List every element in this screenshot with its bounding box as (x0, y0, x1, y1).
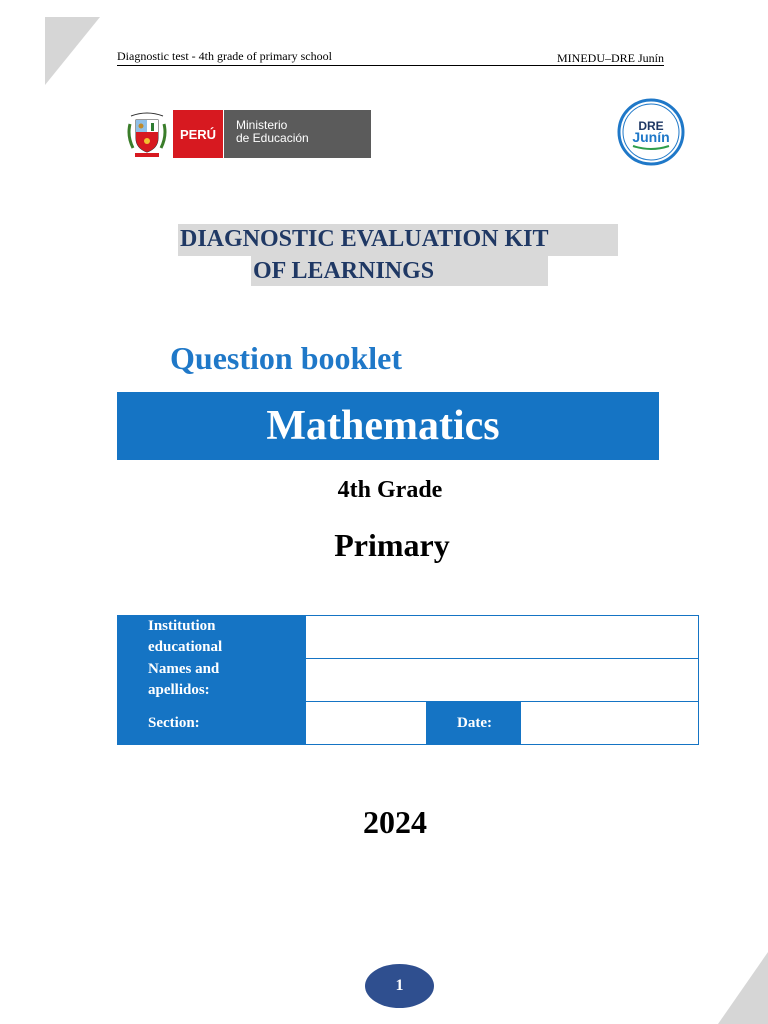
institution-label (118, 616, 306, 659)
date-label: Date: (427, 702, 521, 745)
dre-junin-logo (617, 98, 685, 166)
kit-title (178, 224, 618, 286)
institution-label-line-2: educational (148, 639, 223, 655)
kit-title-line-1: DIAGNOSTIC EVALUATION KIT (178, 224, 618, 256)
level-label: Primary (334, 527, 450, 563)
student-info-form (117, 615, 699, 745)
date-field[interactable] (521, 702, 699, 745)
grade-label: 4th Grade (337, 477, 443, 503)
section-label: Section: (118, 702, 306, 745)
names-label-line-2: apellidos: (148, 682, 210, 698)
peru-coat-of-arms-icon (127, 110, 167, 158)
institution-field[interactable] (306, 616, 699, 659)
dre-logo-top-text: DRE (638, 119, 664, 133)
peru-brand-block: PERÚ (173, 110, 223, 158)
page-number-badge (365, 964, 434, 1008)
booklet-label: Question booklet (170, 340, 403, 376)
ministry-line-2: de Educación (236, 131, 309, 145)
ministry-brand-block (223, 110, 371, 158)
subject-banner (117, 392, 659, 460)
form-row-institution (118, 616, 699, 659)
header-test-title: Diagnostic test - 4th grade of primary school (117, 49, 332, 63)
year-label: 2024 (363, 804, 427, 840)
ministry-line-1: Ministerio (236, 118, 288, 132)
names-label (118, 659, 306, 702)
corner-decoration-top-left (45, 17, 100, 85)
form-row-section-date (118, 702, 699, 745)
dre-logo-main-text: Junín (632, 129, 670, 145)
page-header (117, 49, 664, 66)
names-label-line-1: Names and (148, 661, 220, 677)
ministry-of-education-logo (127, 110, 371, 158)
corner-decoration-bottom-right (718, 952, 768, 1024)
form-row-names (118, 659, 699, 702)
subject-title: Mathematics (266, 403, 500, 449)
names-field[interactable] (306, 659, 699, 702)
header-organization: MINEDU–DRE Junín (557, 51, 664, 65)
kit-title-line-2: OF LEARNINGS (251, 256, 548, 286)
section-field[interactable] (306, 702, 427, 745)
institution-label-line-1: Institution (148, 618, 216, 634)
page-number: 1 (395, 977, 404, 994)
